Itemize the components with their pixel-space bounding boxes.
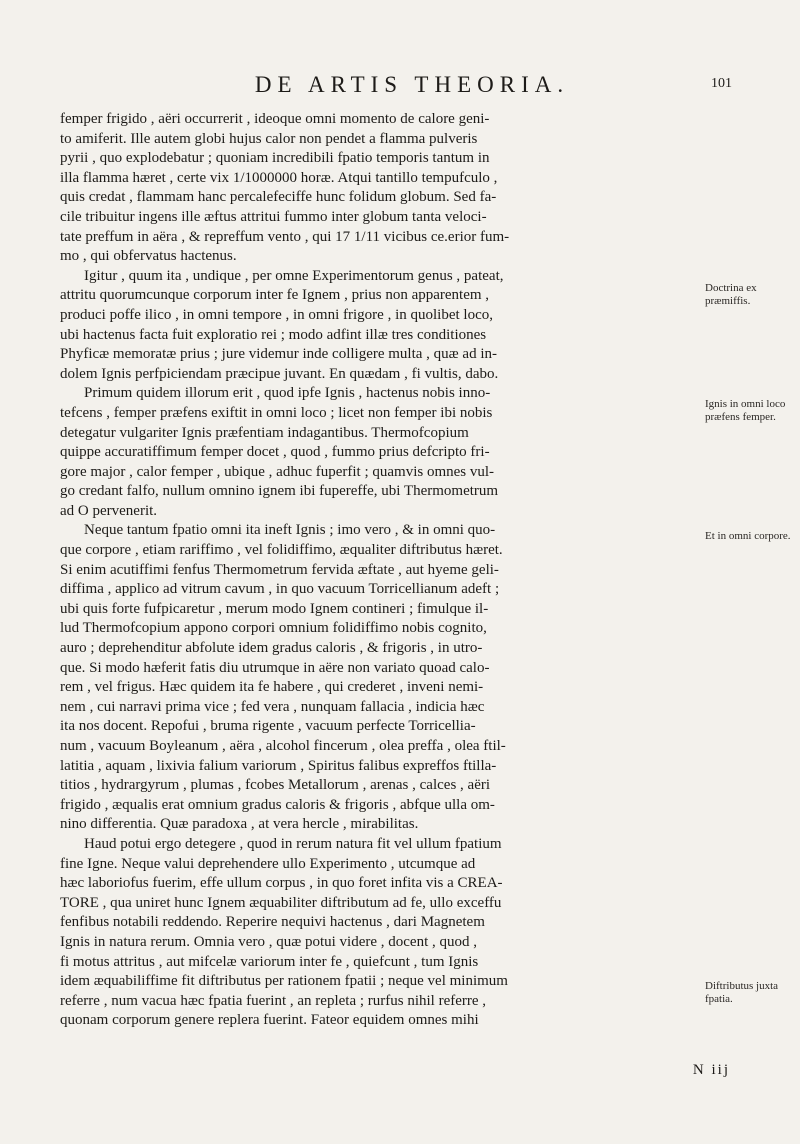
text-line: attritu quorumcunque corporum inter fe Ignem , prius non apparentem , bbox=[60, 287, 490, 304]
text-line: illa flamma hæret , certe vix 1/1000000 horæ. Atqui tantillo tempufculo , bbox=[60, 169, 498, 186]
text-line: fi motus attritus , aut mifcelæ variorum inter fe , quiefcunt , tum Ignis bbox=[60, 953, 479, 970]
text-line: Si enim acutiffimi fenfus Thermometrum fervida æftate , aut hyeme geli- bbox=[60, 561, 499, 578]
text-line: ita nos docent. Repofui , bruma rigente , vacuum perfecte Torricellia- bbox=[60, 718, 476, 735]
text-line: nino differentia. Quæ paradoxa , at vera hercle , mirabilitas. bbox=[60, 816, 419, 833]
text-line: tate preffum in aëra , & repreffum vento , qui 17 1/11 vicibus ce.erior fum- bbox=[60, 228, 510, 245]
text-line: Igitur , quum ita , undique , per omne Experimentorum genus , pateat, bbox=[84, 267, 504, 284]
text-line: ubi hactenus facta fuit exploratio rei ; modo adfint illæ tres conditiones bbox=[60, 326, 487, 343]
text-line: detegatur vulgariter Ignis præfentiam indagantibus. Thermofcopium bbox=[60, 424, 469, 441]
margin-note bbox=[705, 282, 797, 308]
text-line: num , vacuum Boyleanum , aëra , alcohol fincerum , olea preffa , olea ftil- bbox=[60, 738, 506, 754]
text-line: quis credat , flammam hanc percalefeciffe hunc folidum globum. Sed fa- bbox=[60, 189, 497, 206]
margin-note bbox=[705, 980, 797, 1006]
text-line: rem , vel frigus. Hæc quidem ita fe habere , qui crederet , inveni nemi- bbox=[60, 679, 484, 696]
text-line: gore major , calor femper , ubique , adhuc fuperfit ; quamvis omnes vul- bbox=[60, 463, 495, 480]
text-line: nem , cui narravi prima vice ; fed vera , nunquam fallacia , indicia hæc bbox=[60, 698, 485, 715]
signature-mark: N iij bbox=[692, 1062, 730, 1078]
text-line: que. Si modo hæferit fatis diu utrumque in aëre non variato quoad calo- bbox=[60, 659, 490, 676]
margin-note-text: Doctrina ex præmiffis. bbox=[705, 282, 757, 307]
text-line: frigido , æqualis erat omnium gradus caloris & frigoris , abfque ulla om- bbox=[60, 796, 495, 813]
margin-note-text: Diftributus juxta fpatia. bbox=[705, 980, 779, 1005]
text-line: femper frigido , aëri occurrerit , ideoque omni momento de calore geni- bbox=[60, 111, 490, 127]
text-line: quonam corporum genere replera fuerint. Fateor equidem omnes mihi bbox=[60, 1012, 479, 1029]
text-line: TORE , qua uniret hunc Ignem æquabiliter diftributum ad fe, ullo exceffu bbox=[60, 894, 502, 911]
text-line: fine Igne. Neque valui deprehendere ullo Experimento , utcumque ad bbox=[60, 855, 476, 872]
text-line: dolem Ignis perfpiciendam præcipue juvant. En quædam , fi vultis, dabo. bbox=[60, 365, 499, 382]
text-line: hæc laboriofus fuerim, effe ullum corpus , in quo foret infita vis a CREA- bbox=[60, 875, 503, 892]
text-line: mo , qui obfervatus hactenus. bbox=[60, 248, 237, 265]
text-line: diffima , applico ad vitrum cavum , in quo vacuum Torricellianum adeft ; bbox=[60, 581, 500, 598]
text-line: cile tribuitur ingens ille æftus attritui fummo inter globum tanta veloci- bbox=[60, 208, 487, 225]
margin-note-text: Ignis in omni loco præfens femper. bbox=[705, 398, 786, 423]
running-title: DE ARTIS THEORIA. bbox=[254, 72, 570, 97]
text-line: Neque tantum fpatio omni ita ineft Ignis ; imo vero , & in omni quo- bbox=[84, 522, 496, 539]
text-line: tefcens , femper præfens exiftit in omni loco ; licet non femper ibi nobis bbox=[60, 404, 493, 421]
margin-note bbox=[705, 530, 797, 543]
text-line: fenfibus notabili reddendo. Reperire nequivi hactenus , dari Magnetem bbox=[60, 914, 485, 931]
text-line: pyrii , quo explodebatur ; quoniam incredibili fpatio temporis tantum in bbox=[60, 150, 490, 167]
body-text bbox=[60, 110, 696, 1031]
text-line: produci poffe ilico , in omni tempore , in omni frigore , in quolibet loco, bbox=[60, 306, 493, 323]
margin-note-text: Et in omni corpore. bbox=[705, 530, 791, 542]
page-number: 101 bbox=[711, 76, 732, 91]
text-line: titios , hydrargyrum , plumas , fcobes Metallorum , arenas , calces , aëri bbox=[60, 777, 491, 794]
text-line: ad O pervenerit. bbox=[60, 502, 158, 519]
text-line: go credant falfo, nullum omnino ignem ibi fupereffe, ubi Thermometrum bbox=[60, 483, 499, 500]
text-line: Primum quidem illorum erit , quod ipfe Ignis , hactenus nobis inno- bbox=[84, 385, 491, 402]
text-line: quippe accuratiffimum femper docet , quod , fummo prius defcripto fri- bbox=[60, 444, 490, 461]
text-line: Haud potui ergo detegere , quod in rerum natura fit vel ullum fpatium bbox=[84, 835, 502, 852]
page-header bbox=[92, 72, 732, 96]
text-line: ubi quis forte fufpicaretur , merum modo Ignem contineri ; fimulque il- bbox=[60, 600, 489, 617]
text-line: referre , num vacua hæc fpatia fuerint , an repleta ; rurfus nihil referre , bbox=[60, 992, 487, 1009]
text-line: auro ; deprehenditur abfolute idem gradus caloris , & frigoris , in utro- bbox=[60, 640, 483, 657]
margin-note bbox=[705, 398, 797, 424]
text-line: lud Thermofcopium appono corpori omnium folidiffimo nobis cognito, bbox=[60, 620, 487, 637]
text-line: Phyficæ memoratæ prius ; jure videmur inde colligere multa , quæ ad in- bbox=[60, 346, 497, 363]
text-line: idem æquabiliffime fit diftributus per rationem fpatii ; neque vel minimum bbox=[60, 973, 508, 990]
text-line: to amiferit. Ille autem globi hujus calor non pendet a flamma pulveris bbox=[60, 130, 478, 147]
text-line: Ignis in natura rerum. Omnia vero , quæ potui videre , docent , quod , bbox=[60, 933, 477, 950]
text-line: latitia , aquam , lixivia falium variorum , Spiritus falibus expreffos ftilla- bbox=[60, 757, 497, 774]
text-line: que corpore , etiam rariffimo , vel folidiffimo, æqualiter diftributus hæret. bbox=[60, 542, 503, 559]
